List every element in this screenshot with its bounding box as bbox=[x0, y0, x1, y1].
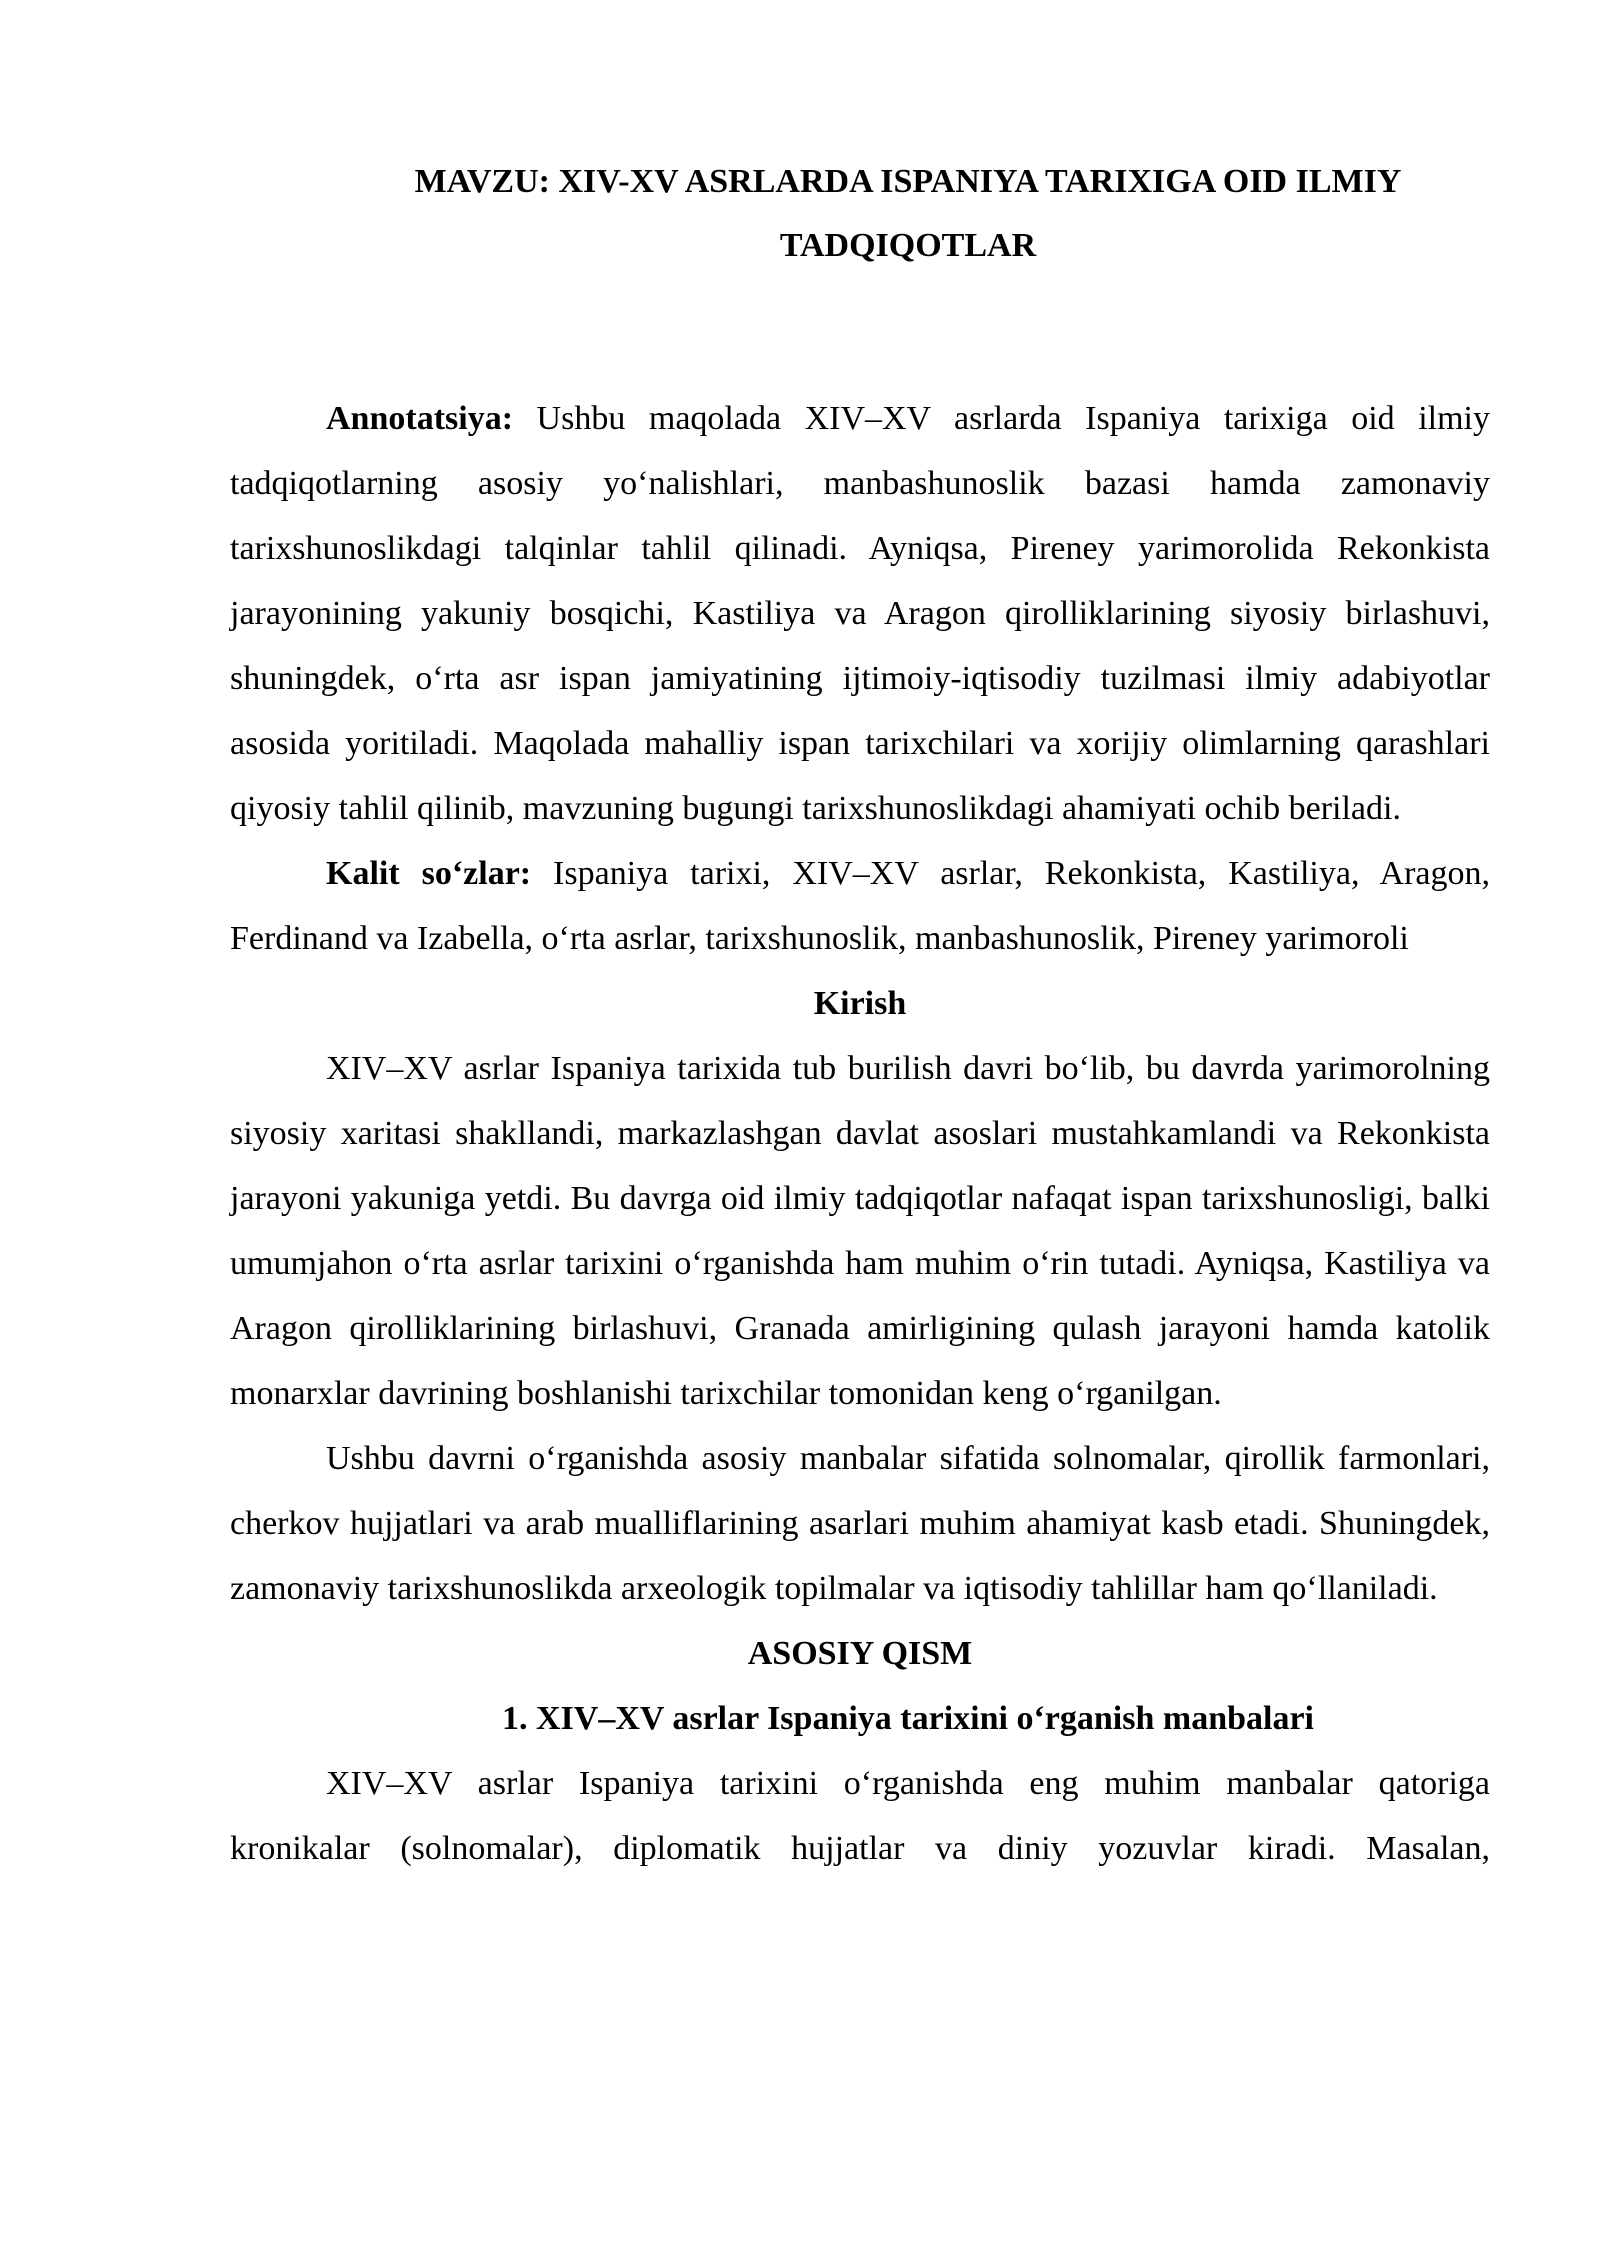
main-heading: ASOSIY QISM bbox=[747, 1635, 973, 1672]
keywords-label: Kalit so‘zlar: bbox=[326, 855, 532, 892]
document-title: MAVZU: XIV-XV ASRLARDA ISPANIYA TARIXIGA OID ILMIY TADQIQOTLAR bbox=[414, 163, 1402, 264]
section1-heading: 1. XIV–XV asrlar Ispaniya tarixini o‘rganish manbalari bbox=[502, 1700, 1314, 1737]
document-page bbox=[230, 150, 1490, 1881]
keywords-text: Ispaniya tarixi, XIV–XV asrlar, Rekonkista, Kastiliya, Aragon, Ferdinand va Izabella, o‘rta asrlar, tarixshunoslik, manbashunoslik, Pireney yarimoroli bbox=[230, 855, 1490, 957]
annotation-label: Annotatsiya: bbox=[326, 400, 514, 437]
annotation-paragraph bbox=[230, 386, 1490, 841]
annotation-text: Ushbu maqolada XIV–XV asrlarda Ispaniya tarixiga oid ilmiy tadqiqotlarning asosiy yo‘nalishlari, manbashunoslik bazasi hamda zamonaviy tarixshunoslikdagi talqinlar tahlil qilinadi. Ayniqsa, Pireney yarimorolida Rekonkista jarayonining yakuniy bosqichi, Kastiliya va Aragon qirolliklarining siyosiy birlashuvi, shuningdek, o‘rta asr ispan jamiyatining ijtimoiy-iqtisodiy tuzilmasi ilmiy adabiyotlar asosida yoritiladi. Maqolada mahalliy ispan tarixchilari va xorijiy olimlarning qarashlari qiyosiy tahlil qilinib, mavzuning bugungi tarixshunoslikdagi ahamiyati ochib beriladi. bbox=[230, 400, 1490, 827]
title-spacer bbox=[230, 278, 1490, 386]
intro-paragraph-1: XIV–XV asrlar Ispaniya tarixida tub burilish davri bo‘lib, bu davrda yarimorolning siyosiy xaritasi shakllandi, markazlashgan davlat asoslari mustahkamlandi va Rekonkista jarayoni yakuniga yetdi. Bu davrga oid ilmiy tadqiqotlar nafaqat ispan tarixshunosligi, balki umumjahon o‘rta asrlar tarixini o‘rganishda ham muhim o‘rin tutadi. Ayniqsa, Kastiliya va Aragon qirolliklarining birlashuvi, Granada amirligining qulash jarayoni hamda katolik monarxlar davrining boshlanishi tarixchilar tomonidan keng o‘rganilgan. bbox=[230, 1050, 1490, 1412]
intro-paragraph-2: Ushbu davrni o‘rganishda asosiy manbalar sifatida solnomalar, qirollik farmonlari, cherkov hujjatlari va arab mualliflarining asarlari muhim ahamiyat kasb etadi. Shuningdek, zamonaviy tarixshunoslikda arxeologik topilmalar va iqtisodiy tahlillar ham qo‘llaniladi. bbox=[230, 1440, 1490, 1607]
intro-heading: Kirish bbox=[813, 985, 907, 1022]
keywords-paragraph bbox=[230, 841, 1490, 971]
section1-paragraph: XIV–XV asrlar Ispaniya tarixini o‘rganishda eng muhim manbalar qatoriga kronikalar (solnomalar), diplomatik hujjatlar va diniy yozuvlar kiradi. Masalan, bbox=[230, 1765, 1490, 1867]
